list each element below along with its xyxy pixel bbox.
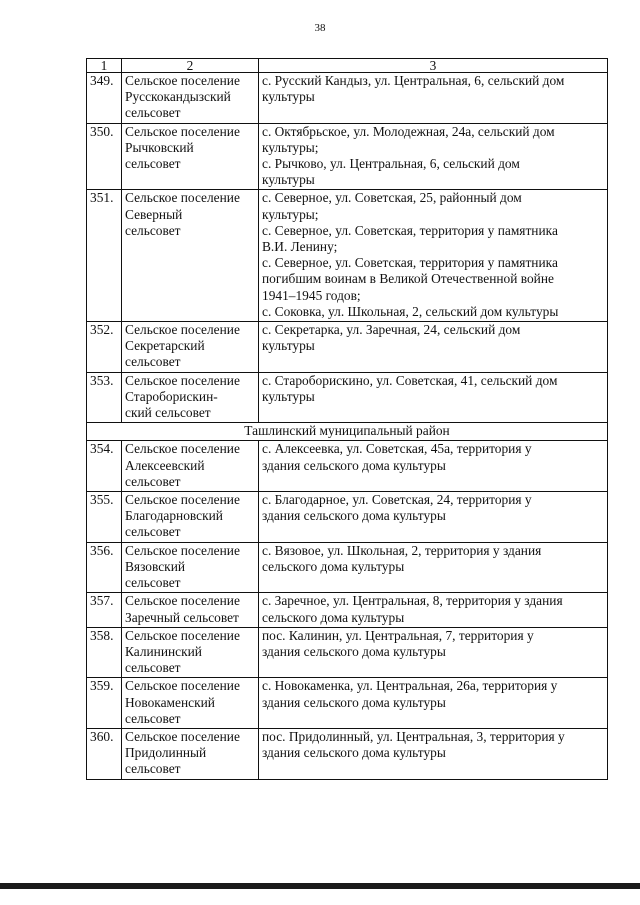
table-body — [87, 73, 608, 780]
table-row — [87, 593, 608, 627]
table-row — [87, 441, 608, 492]
places-cell — [259, 542, 608, 593]
settlement-line: сельсовет — [125, 354, 181, 370]
places-cell — [259, 441, 608, 492]
bottom-rule — [0, 883, 640, 889]
settlement-line: сельсовет — [125, 761, 181, 777]
settlement-cell — [122, 728, 259, 779]
place-line: с. Заречное, ул. Центральная, 8, территория у здания — [262, 593, 563, 609]
settlement-cell — [122, 372, 259, 423]
place-line: здания сельского дома культуры — [262, 694, 446, 710]
settlement-line: Сельское поселение — [125, 492, 240, 508]
settlement-line: Сельское поселение — [125, 627, 240, 643]
place-line: культуры; — [262, 139, 319, 155]
settlement-line: сельсовет — [125, 524, 181, 540]
settlement-line: Сельское поселение — [125, 441, 240, 457]
row-number: 353. — [87, 372, 122, 423]
settlement-line: Сельское поселение — [125, 678, 240, 694]
place-line: здания сельского дома культуры — [262, 457, 446, 473]
place-line: здания сельского дома культуры — [262, 745, 446, 761]
settlement-line: Русскокандызский — [125, 89, 231, 105]
place-line: с. Северное, ул. Советская, территория у памятника — [262, 222, 558, 238]
place-line: культуры — [262, 89, 315, 105]
district-title: Ташлинский муниципальный район — [87, 423, 608, 441]
place-line: культуры; — [262, 206, 319, 222]
settlement-line: Придолинный — [125, 745, 207, 761]
settlement-line: Северный — [125, 206, 183, 222]
table-row — [87, 190, 608, 322]
settlements-table — [86, 58, 608, 780]
settlement-line: Сельское поселение — [125, 542, 240, 558]
table-row — [87, 123, 608, 190]
settlement-line: Заречный сельсовет — [125, 609, 239, 625]
places-cell — [259, 123, 608, 190]
row-number: 355. — [87, 492, 122, 543]
settlement-cell — [122, 593, 259, 627]
table-row — [87, 372, 608, 423]
settlement-line: сельсовет — [125, 156, 181, 172]
settlement-cell — [122, 123, 259, 190]
table-row — [87, 728, 608, 779]
table-row — [87, 322, 608, 373]
place-line: с. Благодарное, ул. Советская, 24, территория у — [262, 492, 532, 508]
district-row — [87, 423, 608, 441]
settlement-line: Сельское поселение — [125, 372, 240, 388]
place-line: здания сельского дома культуры — [262, 643, 446, 659]
settlement-line: Вязовский — [125, 558, 186, 574]
place-line: с. Русский Кандыз, ул. Центральная, 6, сельский дом — [262, 73, 565, 88]
place-line: с. Секретарка, ул. Заречная, 24, сельский дом — [262, 322, 521, 338]
place-line: с. Рычково, ул. Центральная, 6, сельский дом — [262, 156, 520, 172]
settlement-cell — [122, 492, 259, 543]
settlement-line: ский сельсовет — [125, 405, 211, 421]
settlement-cell — [122, 73, 259, 124]
places-cell — [259, 372, 608, 423]
places-cell — [259, 593, 608, 627]
places-cell — [259, 678, 608, 729]
settlement-line: Сельское поселение — [125, 728, 240, 744]
row-number: 354. — [87, 441, 122, 492]
places-cell — [259, 728, 608, 779]
place-line: с. Северное, ул. Советская, территория у памятника — [262, 255, 558, 271]
settlement-cell — [122, 627, 259, 678]
row-number: 357. — [87, 593, 122, 627]
settlement-line: Староборискин- — [125, 388, 218, 404]
settlement-cell — [122, 441, 259, 492]
settlement-cell — [122, 190, 259, 322]
settlement-line: Сельское поселение — [125, 123, 240, 139]
settlement-line: сельсовет — [125, 105, 181, 121]
row-number: 358. — [87, 627, 122, 678]
settlement-line: сельсовет — [125, 660, 181, 676]
row-number: 356. — [87, 542, 122, 593]
settlement-line: сельсовет — [125, 710, 181, 726]
place-line: культуры — [262, 172, 315, 188]
settlement-line: сельсовет — [125, 222, 181, 238]
place-line: погибшим воинам в Великой Отечественной войне — [262, 271, 554, 287]
table-row — [87, 678, 608, 729]
settlement-line: Секретарский — [125, 338, 205, 354]
settlement-cell — [122, 542, 259, 593]
row-number: 349. — [87, 73, 122, 124]
settlement-line: сельсовет — [125, 473, 181, 489]
settlement-line: Калининский — [125, 643, 202, 659]
settlement-line: Новокаменский — [125, 694, 215, 710]
settlement-line: Благодарновский — [125, 508, 223, 524]
place-line: с. Староборискино, ул. Советская, 41, сельский дом — [262, 372, 558, 388]
table-row — [87, 492, 608, 543]
place-line: В.И. Ленину; — [262, 239, 338, 255]
settlement-line: Сельское поселение — [125, 322, 240, 338]
places-cell — [259, 190, 608, 322]
place-line: культуры — [262, 338, 315, 354]
settlement-cell — [122, 678, 259, 729]
place-line: с. Октябрьское, ул. Молодежная, 24а, сельский дом — [262, 123, 555, 139]
row-number: 352. — [87, 322, 122, 373]
place-line: сельского дома культуры — [262, 558, 405, 574]
column-header: 2 — [122, 59, 259, 73]
settlement-line: Сельское поселение — [125, 593, 240, 609]
place-line: пос. Придолинный, ул. Центральная, 3, территория у — [262, 728, 565, 744]
place-line: с. Северное, ул. Советская, 25, районный дом — [262, 190, 522, 206]
row-number: 359. — [87, 678, 122, 729]
places-cell — [259, 73, 608, 124]
settlement-line: Сельское поселение — [125, 73, 240, 88]
place-line: с. Алексеевка, ул. Советская, 45а, территория у — [262, 441, 532, 457]
places-cell — [259, 322, 608, 373]
row-number: 351. — [87, 190, 122, 322]
table-row — [87, 542, 608, 593]
place-line: с. Вязовое, ул. Школьная, 2, территория у здания — [262, 542, 542, 558]
place-line: сельского дома культуры — [262, 609, 405, 625]
settlement-cell — [122, 322, 259, 373]
column-header: 3 — [259, 59, 608, 73]
place-line: здания сельского дома культуры — [262, 508, 446, 524]
settlement-line: сельсовет — [125, 575, 181, 591]
places-cell — [259, 627, 608, 678]
place-line: культуры — [262, 388, 315, 404]
table-header-row — [87, 59, 608, 73]
table-row — [87, 73, 608, 124]
settlement-line: Алексеевский — [125, 457, 205, 473]
places-cell — [259, 492, 608, 543]
place-line: с. Соковка, ул. Школьная, 2, сельский дом культуры — [262, 303, 559, 319]
column-header: 1 — [87, 59, 122, 73]
row-number: 350. — [87, 123, 122, 190]
place-line: пос. Калинин, ул. Центральная, 7, территория у — [262, 627, 534, 643]
row-number: 360. — [87, 728, 122, 779]
place-line: 1941–1945 годов; — [262, 287, 361, 303]
place-line: с. Новокаменка, ул. Центральная, 26а, территория у — [262, 678, 558, 694]
settlement-line: Рычковский — [125, 139, 194, 155]
page-number: 38 — [314, 22, 326, 34]
settlement-line: Сельское поселение — [125, 190, 240, 206]
table-row — [87, 627, 608, 678]
